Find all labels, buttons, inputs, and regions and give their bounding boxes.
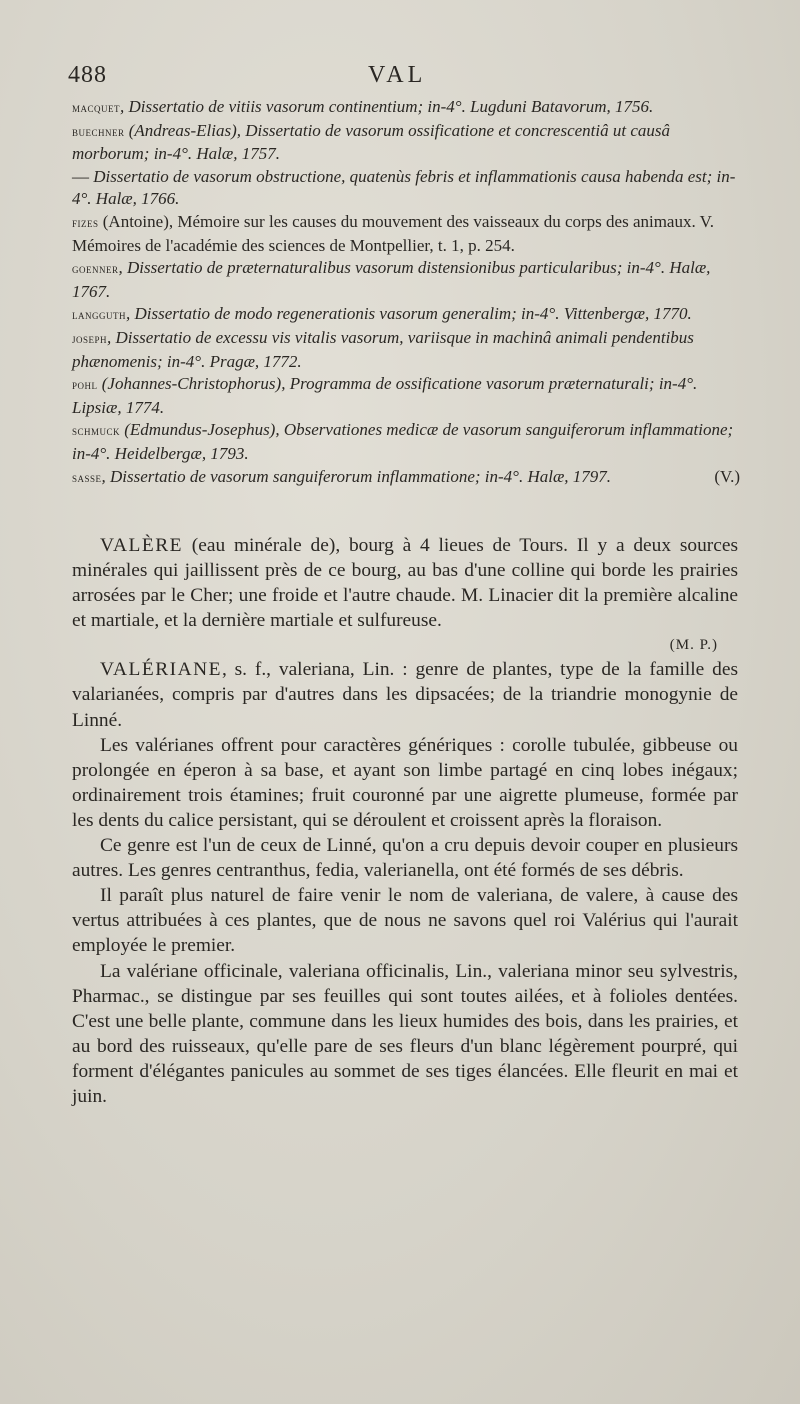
entry-valeriane bbox=[72, 657, 738, 732]
entry-text: , Dissertatio de modo regenerationis vasorum generalim; in-4°. Vittenbergæ, 1770. bbox=[126, 304, 692, 324]
entry-valere bbox=[72, 533, 738, 633]
valeriane-intro: , s. f., valeriana, Lin. : genre de plantes, type de la famille des valarianées, compris par d'autres dans les dipsacées; de la triandrie monogynie de Linné. bbox=[72, 659, 738, 731]
bibliography-signature: (V.) bbox=[714, 466, 740, 486]
bibliography-entry bbox=[72, 120, 740, 166]
valere-signature: (M. P.) bbox=[669, 637, 718, 654]
valeriane-paragraph-4: La valériane officinale, valeriana officinalis, Lin., valeriana minor seu sylvestris, Pharmac., se distingue par ses feuilles qui sont toutes ailées, et à folioles dentées. C'est une belle plante, commune dans les lieux humides des bois, dans les prairies, et au bord des ruisseaux, qu'elle pare de ses fleurs d'un blanc légèrement pourpré, qui forment d'élégantes panicules au sommet de ses tiges élancées. Elle fleurit en mai et juin. bbox=[72, 960, 738, 1107]
valere-text: (eau minérale de), bourg à 4 lieues de Tours. Il y a deux sources minérales qui jaillissent près de ce bourg, au bas d'une colline qui borde les prairies arrosées par le Cher; une froide et l'autre chaude. M. Linacier dit la première alcaline et martiale, et la dernière martiale et sulfureuse. bbox=[72, 535, 738, 632]
entry-text: , Dissertatio de excessu vis vitalis vasorum, variisque in machinâ animali pendentibus phænomenis; in-4°. Pragæ, 1772. bbox=[72, 327, 694, 371]
page-number: 488 bbox=[68, 62, 107, 88]
entry-text: Dissertatio de vasorum obstructione, quatenùs febris et inflammationis causa habenda est; in-4°. Halæ, 1766. bbox=[72, 166, 736, 209]
bibliography-entry bbox=[72, 373, 740, 419]
entry-text: (Edmundus-Josephus), Observationes medicæ de vasorum sanguiferorum inflammatione; in-4°. Heidelbergæ, 1793. bbox=[72, 420, 734, 463]
entry-text: (Johannes-Christophorus), Programma de ossificatione vasorum præternaturali; in-4°. Lipsiæ, 1774. bbox=[72, 374, 698, 417]
page-header bbox=[68, 62, 740, 96]
author-name: joseph bbox=[72, 330, 108, 346]
headword-valeriane: VALÉRIANE bbox=[100, 659, 222, 681]
bibliography-entry bbox=[72, 166, 740, 211]
entry-text: , Dissertatio de vasorum sanguiferorum inflammatione; in-4°. Halæ, 1797. bbox=[101, 466, 612, 486]
entry-text: , Dissertatio de vitiis vasorum continentium; in-4°. Lugduni Batavorum, 1756. bbox=[120, 97, 654, 116]
bibliography-entry bbox=[72, 211, 740, 257]
author-name: langguth bbox=[72, 307, 126, 323]
author-name: goenner bbox=[72, 261, 119, 277]
author-name: buechner bbox=[72, 123, 125, 139]
headword-valere: VALÈRE bbox=[100, 535, 183, 556]
entry-text: , Dissertatio de præternaturalibus vasorum distensionibus particularibus; in-4°. Halæ, 1767. bbox=[72, 258, 711, 301]
running-head: VAL bbox=[368, 62, 427, 88]
bibliography-entry bbox=[72, 257, 740, 303]
entry-text: (Andreas-Elias), Dissertatio de vasorum ossificatione et concrescentiâ ut causâ morborum; in-4°. Halæ, 1757. bbox=[72, 120, 671, 164]
bibliography-entry bbox=[72, 327, 740, 373]
entry-text: (Antoine), Mémoire sur les causes du mouvement des vaisseaux du corps des animaux. V. Mémoires de l'académie des sciences de Montpellier, t. 1, p. 254. bbox=[72, 211, 715, 255]
valeriane-paragraph-1: Les valérianes offrent pour caractères génériques : corolle tubulée, gibbeuse ou prolongée en éperon à sa base, et ayant son limbe partagé en cinq lobes inégaux; ordinairement trois étamines; fruit couronné par une aigrette plumeuse, formée par les dents du calice persistant, qui se déroulent et croissent après la floraison. bbox=[72, 734, 738, 831]
author-name: pohl bbox=[72, 377, 98, 393]
bibliography-entry bbox=[72, 466, 740, 490]
bibliography-entry bbox=[72, 96, 740, 120]
article-body bbox=[72, 533, 738, 1109]
valeriane-paragraph-2: Ce genre est l'un de ceux de Linné, qu'on a cru depuis devoir couper en plusieurs autres. Les genres centranthus, fedia, valerianella, ont été formés de ses débris. bbox=[72, 835, 738, 882]
author-name: sasse bbox=[72, 469, 102, 485]
author-name: — bbox=[72, 166, 89, 186]
author-name: schmuck bbox=[72, 423, 121, 439]
author-name: macquet bbox=[72, 100, 120, 115]
valeriane-paragraph-3: Il paraît plus naturel de faire venir le nom de valeriana, de valere, à cause des vertus attribuées à ces plantes, que de nous ne savons quel roi Valérius qui l'aurait employée le premier. bbox=[72, 885, 738, 957]
author-name: fizes bbox=[72, 214, 99, 230]
bibliography-entry bbox=[72, 419, 740, 465]
bibliography-entry bbox=[72, 303, 740, 327]
bibliography-list bbox=[72, 96, 740, 489]
